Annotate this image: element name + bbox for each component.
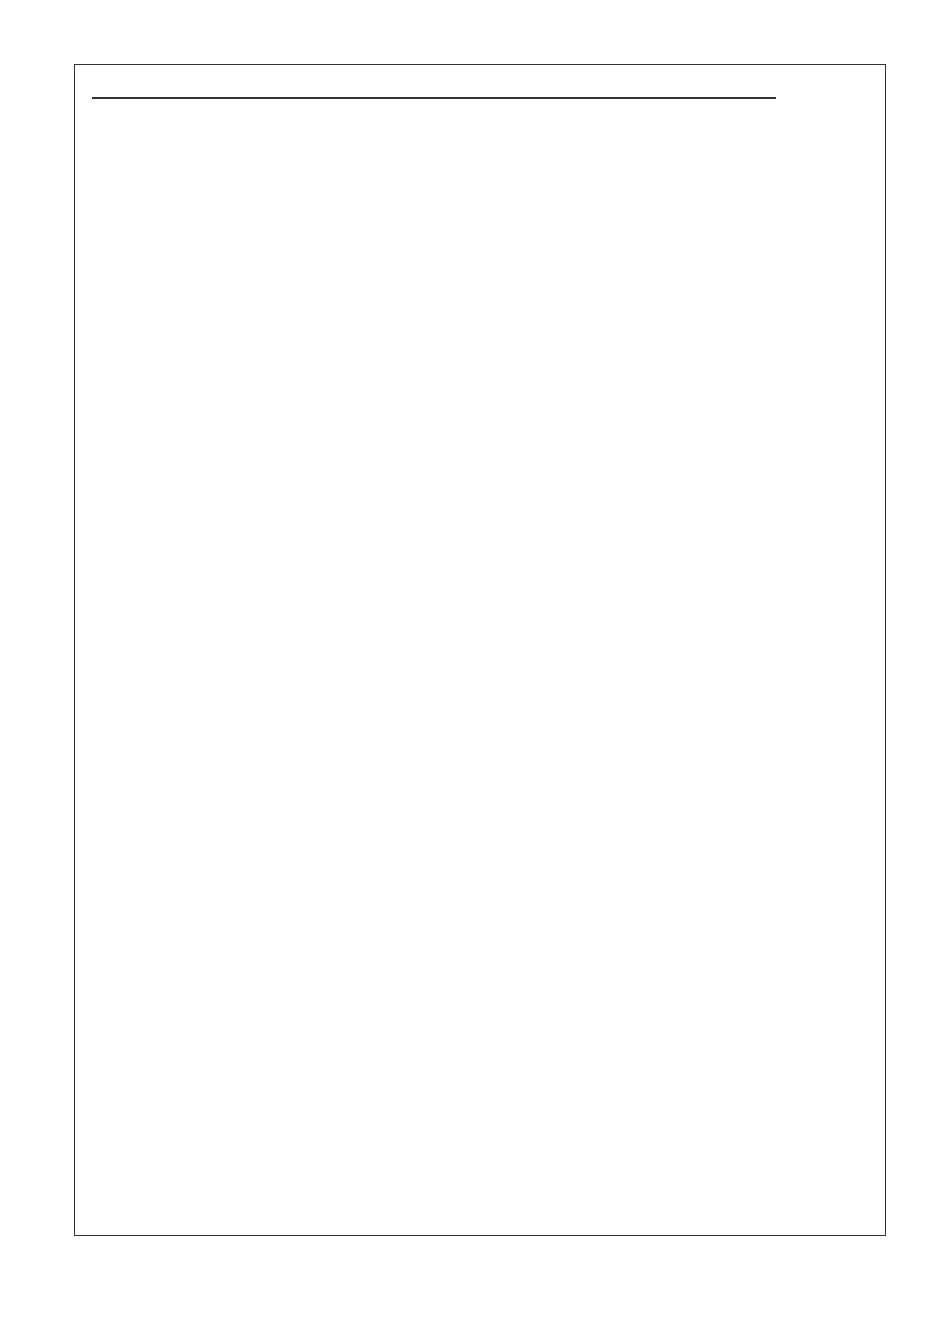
header-measures [358, 98, 776, 99]
table-header-row [93, 98, 776, 99]
header-defect [93, 98, 358, 99]
document-body [84, 72, 874, 99]
page-frame [74, 64, 886, 1236]
defects-table [92, 97, 776, 99]
